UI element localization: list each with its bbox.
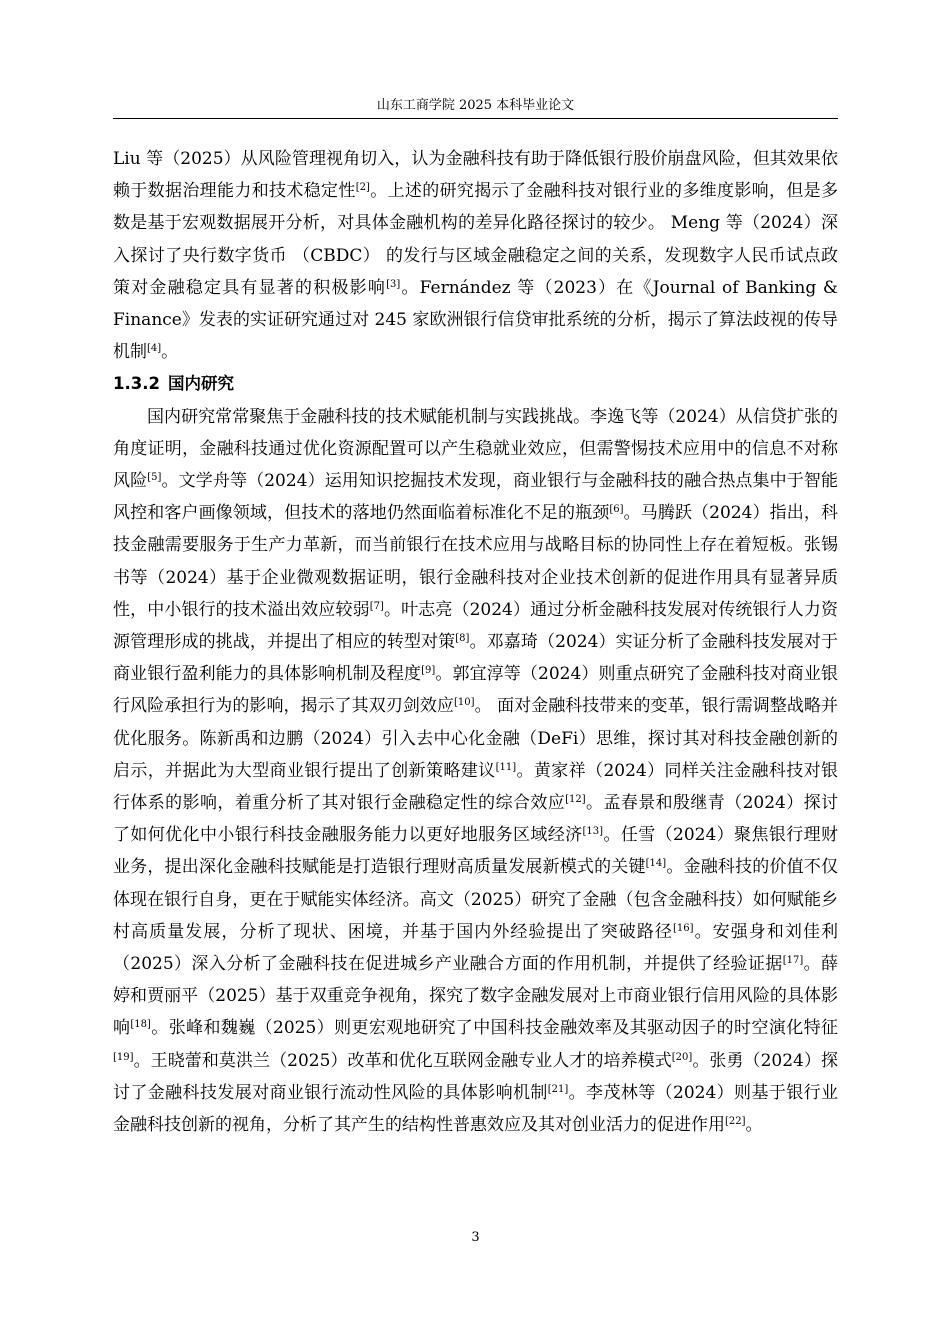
citation: [12] [565,794,586,806]
citation: [14] [645,858,667,870]
text-run: 。邓嘉琦（2024）实证分析了金融科技发展对于商业银行盈利能力的具体影响机制及程度 [113,632,838,685]
body-text [113,143,838,1141]
citation: [7] [369,600,384,612]
running-header: 山东工商学院 2025 本科毕业论文 [376,98,575,113]
header-rule [113,118,838,119]
text-run: 。金融科技的价值不仅体现在银行自身，更在于赋能实体经济。高文（2025）研究了金融（包含金融科技）如何赋能乡村高质量发展，分析了现状、困境，并基于国内外经验提出了突破路径 [113,857,839,942]
section-title: 国内研究 [167,374,234,394]
section-number: 1.3.2 [113,374,160,394]
text-run: 。王晓蕾和莫洪兰（2025）改革和优化互联网金融专业人才的培养模式 [133,1050,672,1071]
citation: [22] [725,1116,746,1128]
text-run: Liu 等（2025）从风险管理视角切入，认为金融科技有助于降低银行股价崩盘风险，但其效果依赖于数据治理能力和技术稳定性 [113,149,838,202]
text-run: 。叶志亮（2024）通过分析金融科技发展对传统银行人力资源管理形成的挑战，并提出了相应的转型对策 [113,599,839,653]
text-run: 。 面对金融科技带来的变革，银行需调整战略并优化服务。陈新禹和边鹏（2024）引入去中心化金融（DeFi）思维，探讨其对科技金融创新的启示，并据此为大型商业银行提出了创新策略建议 [113,696,838,781]
text-run: 。 [745,1115,763,1136]
citation: [4] [147,343,162,355]
citation: [20] [671,1051,693,1063]
text-run: 。马腾跃（2024）指出，科技金融需要服务于生产力革新，而当前银行在技术应用与战略目标的协同性上存在着短板。张锡书等（2024）基于企业微观数据证明，银行金融科技对企业技术创新的促进作用具有显著异质性，中小银行的技术溢出效应较弱 [113,503,839,620]
text-run: 。张勇（2024）探讨了金融科技发展对商业银行流动性风险的具体影响机制 [113,1050,839,1103]
citation: [16] [672,922,694,934]
text-run: 。任雪（2024）聚焦银行理财业务，提出深化金融科技赋能是打造银行理财高质量发展新模式的关键 [113,825,839,878]
citation: [10] [453,697,475,709]
text-run: 。文学舟等（2024）运用知识挖掘技术发现，商业银行与金融科技的融合热点集中于智能风控和客户画像领域，但技术的落地仍然面临着标准化不足的瓶颈 [113,471,839,524]
citation: [19] [113,1051,134,1063]
page-number: 3 [471,1230,480,1245]
citation: [13] [582,826,604,838]
text-run: 。孟春景和殷继青（2024）探讨了如何优化中小银行科技金融服务能力以更好地服务区域经济 [113,793,839,846]
citation: [18] [130,1019,151,1031]
paragraph-domestic-research [113,401,838,1142]
text-run: 。上述的研究揭示了金融科技对银行业的多维度影响，但是多数是基于宏观数据展开分析，对具体金融机构的差异化路径探讨的较少。 Meng 等（2024）深入探讨了央行数字货币 （CBDC） 的发行与区域金融稳定之间的关系，发现数字人民币试点政策对金融稳定具有显著的积极影响 [113,181,839,298]
text-run: 。张峰和魏巍（2025）则更宏观地研究了中国科技金融效率及其驱动因子的时空演化特征 [150,1018,838,1039]
text-run: 国内研究常常聚焦于金融科技的技术赋能机制与实践挑战。李逸飞等（2024）从信贷扩张的角度证明，金融科技通过优化资源配置可以产生稳就业效应，但需警惕技术应用中的信息不对称风险 [113,406,838,492]
citation: [21] [547,1083,569,1095]
section-heading [113,368,838,400]
text-run: 。Fernández 等（2023）在《Journal of Banking & Finance》发表的实证研究通过对 245 家欧洲银行信贷审批系统的分析，揭示了算法歧视的传导机制 [113,277,838,363]
citation: [6] [609,504,624,516]
paragraph-foreign-research [113,143,838,368]
citation: [3] [386,278,401,290]
citation: [5] [147,472,162,484]
text-run: 。黄家祥（2024）同样关注金融科技对银行体系的影响，着重分析了其对银行金融稳定性的综合效应 [113,760,838,814]
text-run: 。安强身和刘佳利（2025）深入分析了金融科技在促进城乡产业融合方面的作用机制，并提供了经验证据 [113,921,839,975]
citation: [17] [782,955,804,967]
text-run: 。 [161,342,179,363]
citation: [8] [455,633,470,645]
text-run: 。李茂林等（2024）则基于银行业金融科技创新的视角，分析了其产生的结构性普惠效应及其对创业活力的促进作用 [113,1082,839,1136]
citation: [9] [421,665,436,677]
text-run: 。薛婷和贾丽平（2025）基于双重竞争视角，探究了数字金融发展对上市商业银行信用风险的具体影响 [113,954,838,1039]
citation: [2] [355,182,370,194]
text-run: 。郭宜淳等（2024）则重点研究了金融科技对商业银行风险承担行为的影响，揭示了其双刃剑效应 [113,664,839,717]
citation: [11] [495,761,517,773]
